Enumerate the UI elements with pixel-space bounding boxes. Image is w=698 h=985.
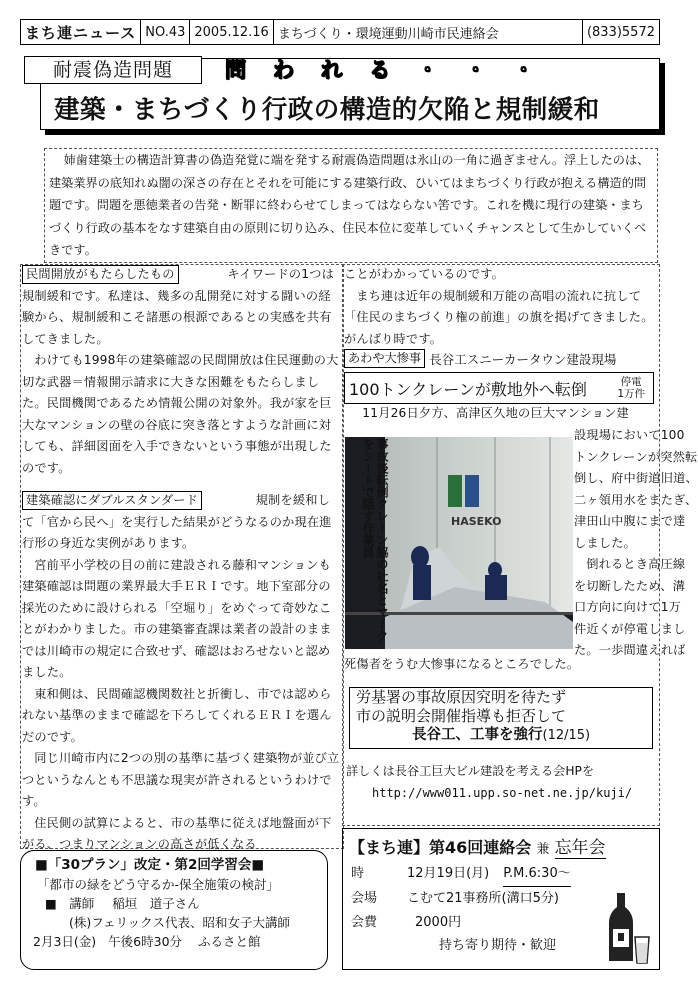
meeting-title-suffix: 忘年会 (554, 838, 606, 858)
wrap-line: を切断したため、溝 (574, 578, 685, 593)
wrap-line: 口方向に向けて1万 (574, 600, 682, 614)
paragraph: て「官から民へ」を実行した結果がどうなるのか現在進行形の身近な実例があります。 (22, 514, 332, 550)
masthead (20, 19, 660, 45)
section-label-privatization: 民間開放がもたらしたもの (22, 265, 179, 284)
right-column-top (344, 264, 656, 350)
wrap-line: 二ヶ領用水をまたぎ、 (574, 492, 698, 507)
venue-label: 会場 (351, 891, 378, 906)
alert-line1: 労基署の事故原因究明を待たず (356, 688, 567, 706)
accident-title: 100トンクレーンが敷地外へ転倒 (349, 379, 587, 399)
alert-line3-text: 長谷工、工事を強行 (412, 727, 543, 743)
left-column (22, 264, 340, 856)
study-schedule (21, 932, 327, 951)
study-venue: ふるさと館 (198, 934, 261, 949)
wrap-line: しました。 (574, 535, 636, 550)
paragraph: 規制緩和です。私達は、幾多の乱開発に対する闘いの経験から、規制緩和こそ諸悪の根源であるとの実感を共有してきました。 (22, 288, 332, 346)
newsletter-name: まち連ニュース (21, 20, 141, 44)
lecturer-label: ■ 講師 (45, 896, 95, 911)
time-pm: P.M.6:30～ (503, 862, 571, 887)
section-label-double-standard: 建築確認にダブルスタンダード (22, 491, 202, 510)
study-session-box (20, 850, 328, 970)
accident-wrap-text (574, 425, 698, 662)
wrap-line: 倒し、府中街道旧道、 (574, 471, 698, 485)
alert-date: (12/15) (542, 728, 591, 743)
lecturer-line (21, 894, 327, 913)
venue-value: こむて21事務所(溝口5分) (407, 891, 559, 906)
headline-title: 建築・まちづくり行政の構造的欠陥と規制緩和 (54, 95, 600, 125)
closing-text: まち連は近年の規制緩和万能の高唱の流れに抗して「住民のまちづくり権の前進」の旗を掲げてきました。がんばり時です。 (344, 288, 654, 346)
paragraph: 同じ川崎市内に2つの別の基準に基づく建築物が並び立つというなんとも不思議な現実が許されるというわけです。 (22, 751, 340, 808)
paragraph: 東和側は、民間確認機関数社と折衝し、市では認められない基準のままで確認を下ろしてくれるＥＲＩを選んだのです。 (22, 686, 332, 744)
paragraph: 宮前平小学校の目の前に建設される藤和マンションも建築確認は問題の業界最大手ＥＲＩです。地下室部分の採光のために設けられる「空堀り」をめぐって奇妙なことがわかりました。市の建築審査課は業者の設計のままでは川崎市の規定に合致せず、確認はおろせないと認めました。 (22, 557, 332, 679)
time-label: 時 (351, 866, 365, 881)
accident-tail: 死傷者をうむ大惨事になるところでした。 (344, 657, 580, 671)
time-value: 12月19日(月) (407, 866, 490, 881)
accident-heading (344, 349, 656, 404)
meeting-box (342, 828, 660, 970)
meeting-title (343, 829, 659, 858)
accident-site: 長谷工スニーカータウン建設現場 (429, 351, 617, 367)
fee-value: 2000円 (415, 915, 462, 930)
phone-number: (833)5572 (586, 24, 655, 40)
alert-line3 (356, 726, 652, 745)
organization-name: まちづくり・環境運動川崎市民連絡会 (274, 20, 583, 44)
paragraph: わけても1998年の建築確認の民間開放は住民運動の大切な武器＝情報開示請求に大きな困難をもたらしました。民間機関であるため情報公開の対象外。我が家を巨大なマンションの壁の谷底に突き落とすような計画に対しても、詳細図面を入手できないという事態が出現したのです。 (22, 353, 339, 475)
lecturer-affiliation: (株)フェリックス代表、昭和女子大講師 (69, 915, 291, 930)
wrap-line: た。一歩間違えれば (574, 643, 686, 657)
outage-note-line2: 1万件 (617, 388, 645, 400)
outage-note-line1: 停電 (620, 376, 642, 388)
alert-line2: 市の説明会開催指導も拒否して (356, 707, 567, 725)
wrap-line: 津田山中腹にまで達 (574, 514, 686, 528)
issue-date: 2005.12.16 (190, 20, 273, 44)
paragraph: 住民側の試算によると、市の基準に従えば地盤面が下がる、つまりマンションの高さが低くなる (22, 815, 332, 851)
photo-caption: 事故後転倒クレーン脇の社名とマークをシートで隠す作業員 (361, 438, 389, 642)
wrap-line: 倒れるとき高圧線 (586, 557, 686, 571)
accident-intro: 11月26日夕方、高津区久地の巨大マンション建 (362, 406, 629, 420)
lecturer-name: 稲垣 道子さん (112, 896, 200, 911)
wrap-line: トンクレーンが突然転 (574, 449, 698, 464)
meeting-title-joiner: 兼 (536, 842, 550, 857)
alert-box (349, 687, 653, 749)
study-theme: 「都市の緑をどう守るか-保全施策の検討」 (37, 877, 280, 892)
more-info: 詳しくは長谷工巨大ビル建設を考える会HPを (346, 764, 595, 778)
study-title: ■「30プラン」改定・第2回学習会■ (35, 857, 265, 873)
meeting-title-main: 第46回連絡会 (429, 838, 532, 857)
section1-first-line: キイワードの1つは (227, 267, 334, 281)
meeting-title-prefix: 【まち連】 (349, 838, 430, 857)
outage-note (617, 376, 653, 400)
wrap-line: 件近くが停電しまし (574, 621, 686, 636)
section2-first-line: 規制を緩和し (255, 493, 330, 507)
section1-body (22, 286, 340, 480)
section2-body (22, 512, 340, 856)
meeting-note: 持ち寄り期待・歓迎 (439, 938, 557, 953)
subhead: 問われる・・・ (225, 58, 561, 82)
study-date: 2月3日(金) (33, 934, 97, 949)
more-info-url[interactable]: http://www011.upp.so-net.ne.jp/kuji/ (372, 786, 633, 800)
fee-label: 会費 (351, 915, 378, 930)
issue-number: NO.43 (141, 20, 190, 44)
accident-label: あわや大惨事 (344, 349, 425, 368)
bottle-glass-icon (601, 889, 653, 965)
wrap-line: 設現場において100 (574, 428, 685, 442)
lead-paragraph: 姉歯建築士の構造計算書の偽造発覚に端を発する耐震偽造問題は氷山の一角に過ぎません。浮上したのは、建築業界の底知れぬ闇の深さの存在とそれを可能にする建築行政、ひいてはまちづくり行政が抱える構造的問題です。問題を悪徳業者の告発・断罪に終わらせてしまってはならない筈です。これを機に現行の建築・まちづくり行政の基本をなす建築自由の原則に切り込み、住民本位に変革していくチャンスとして生かしていくべきです。 (44, 148, 658, 263)
study-time: 午後6時30分 (108, 934, 183, 949)
topic-label: 耐震偽造問題 (24, 56, 202, 84)
photo-logo-text: HASEKO (451, 515, 502, 528)
continuation-text: ことがわかっているのです。 (344, 267, 505, 281)
